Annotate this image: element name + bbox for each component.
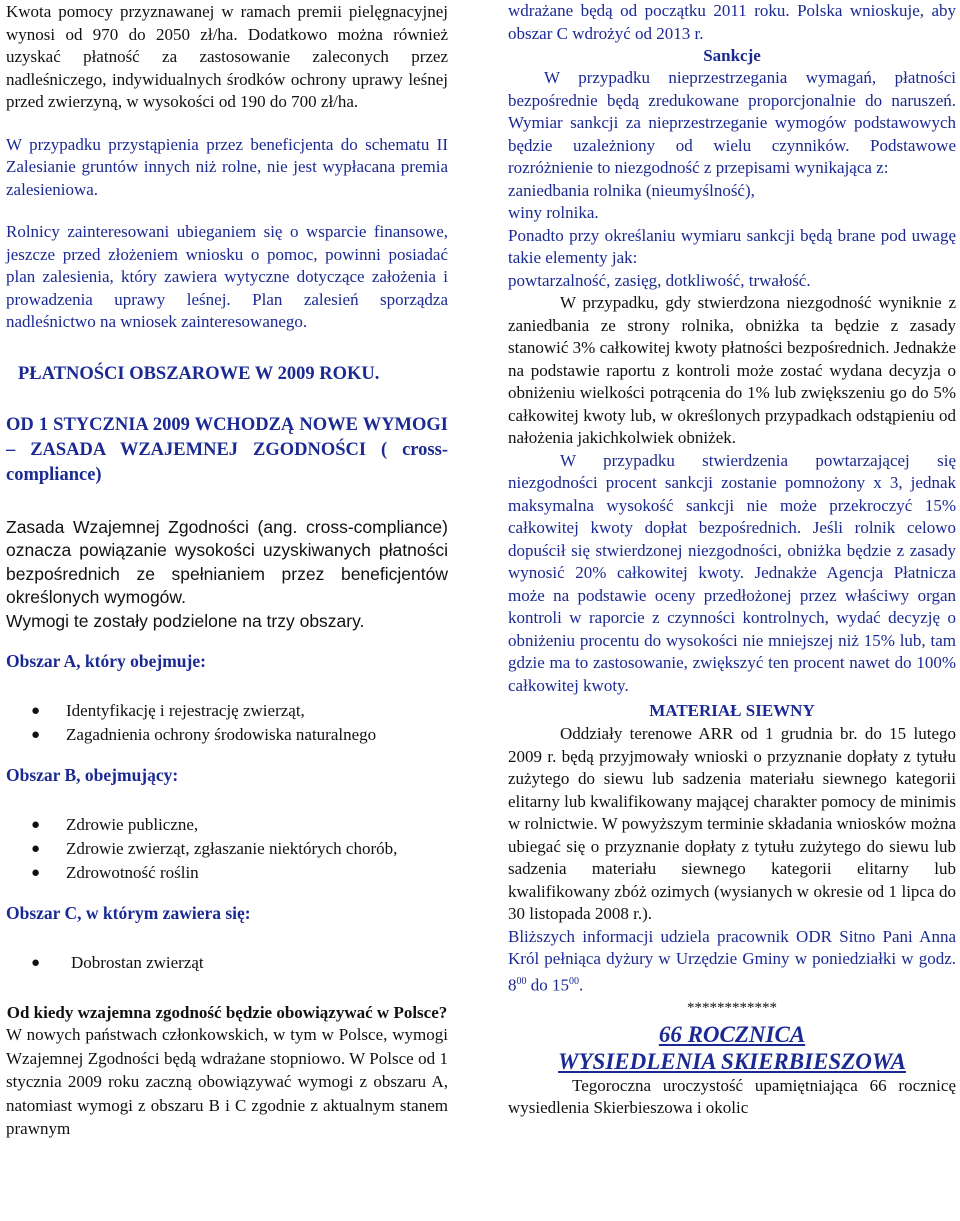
bullet-icon: ● <box>31 703 41 719</box>
obszary-intro: Wymogi te zostały podzielone na trzy obszary. <box>6 610 365 631</box>
list-item: ● Zdrowie publiczne, <box>6 813 448 837</box>
sankcje-heading: Sankcje <box>703 46 761 65</box>
wdrazanie-continued: wdrażane będą od początku 2011 roku. Polska wnioskuje, aby obszar C wdrożyć od 2013 r. <box>508 1 956 43</box>
list-item: ● Zdrowie zwierząt, zgłaszanie niektórych chorób, <box>6 837 448 861</box>
bullet-icon: ● <box>31 727 41 743</box>
left-column <box>6 0 448 1141</box>
obszar-b-heading: Obszar B, obejmujący: <box>6 765 179 785</box>
obszar-c-list <box>6 951 448 975</box>
plan-zalesienia-paragraph: Rolnicy zainteresowani ubieganiem się o wsparcie finansowe, jeszcze przed złożeniem wniosku o pomoc, powinni posiadać plan zalesienia, który zawiera wytyczne dotyczące założenia i prowadzenia uprawy leśnej. Plan zalesień sporządza nadleśnictwo na wniosek zainteresowanego. <box>6 222 448 331</box>
obszar-a-heading: Obszar A, który obejmuje: <box>6 651 206 671</box>
obszar-c-heading: Obszar C, w którym zawiera się: <box>6 903 251 923</box>
list-item: ● Dobrostan zwierząt <box>6 951 448 975</box>
obszar-a-list <box>6 699 448 747</box>
separator-stars: ************ <box>687 999 777 1016</box>
obszar-b-list <box>6 813 448 885</box>
elementy-paragraph: Ponadto przy określaniu wymiaru sankcji będą brane pod uwagę takie elementy jak: <box>508 225 956 267</box>
kontakt-paragraph: Bliższych informacji udziela pracownik ODR Sitno Pani Anna Król pełniąca dyżury w Urzędzie Gminy w poniedziałki w godz. $8^{00}$ do $15^{00}$. <box>508 926 956 995</box>
wina-line: winy rolnika. <box>508 203 599 222</box>
list-item: ● Identyfikację i rejestrację zwierząt, <box>6 699 448 723</box>
powtarzalnosc-paragraph: W przypadku stwierdzenia powtarzającej się niezgodności procent sankcji zostanie pomnożony x 3, jednak maksymalna wysokość sankcji nie może przekroczyć 15% całkowitej kwoty dopłat bezpośrednich. Jeśli rolnik celowo dopuścił się stwierdzonej niezgodności, obniżka będzie z zasady wynosić 20% całkowitej kwoty. Jednakże Agencja Płatnicza może na podstawie oceny przedłożonej przez właściwy organ kontroli w raporcie z czynności kontrolnych, wydać decyzję o obniżeniu procentu do wysokości nie mniejszej niż 15% lub, tam gdzie ma to zastosowanie, zwiększyć ten procent nawet do 100% całkowitej kwoty. <box>508 450 956 695</box>
section-heading-platnosci: PŁATNOŚCI OBSZAROWE W 2009 ROKU. <box>18 363 380 384</box>
bullet-icon: ● <box>31 955 41 971</box>
list-item: ● Zdrowotność roślin <box>6 861 448 885</box>
bullet-icon: ● <box>31 841 41 857</box>
obnizka-paragraph: W przypadku, gdy stwierdzona niezgodność wyniknie z zaniedbania ze strony rolnika, obniżka ta będzie z zasady stanowić 3% całkowitej kwoty płatności bezpośrednich. Jednakże na podstawie raportu z kontroli może zostać wydana decyzja o obniżeniu wielkości potrącenia do 1% lub zwiększeniu go do 5% całkowitej kwoty lub, w określonych przypadkach odstąpieniu od nałożenia jakichkolwiek obniżek. <box>508 293 957 447</box>
rocznica-title: 66 ROCZNICA <box>658 1021 806 1047</box>
intro-paragraph: Kwota pomocy przyznawanej w ramach premii pielęgnacyjnej wynosi od 970 do 2050 zł/ha. Dodatkowo można również uzyskać płatność za zastosowanie zaleconych przez nadleśniczego, indywidualnych środków ochrony uprawy leśnej przed zwierzyną, w wysokości od 190 do 700 zł/ha. <box>6 2 448 111</box>
right-column <box>508 0 956 1120</box>
uroczystosc-paragraph: Tegoroczna uroczystość upamiętniająca 66 rocznicę wysiedlenia Skierbieszowa i okolic <box>508 1075 956 1118</box>
wysiedlenia-title: WYSIEDLENIA SKIERBIESZOWA <box>558 1048 906 1074</box>
material-siewny-heading: MATERIAŁ SIEWNY <box>649 701 815 720</box>
sankcje-paragraph: W przypadku nieprzestrzegania wymagań, płatności bezpośrednie będą zredukowane proporcjonalnie do naruszeń. Wymiar sankcji za nieprzestrzeganie wymogów podstawowych będzie uzależniony od wielu czynników. Podstawowe rozróżnienie to niezgodność z przepisami wynikająca z: <box>508 68 956 177</box>
question-heading: Od kiedy wzajemna zgodność będzie obowiązywać w Polsce? <box>6 1003 448 1022</box>
section-heading-wymogi: OD 1 STYCZNIA 2009 WCHODZĄ NOWE WYMOGI – ZASADA WZAJEMNEJ ZGODNOŚCI ( cross-compliance) <box>6 414 448 485</box>
wdrazanie-paragraph: W nowych państwach członkowskich, w tym w Polsce, wymogi Wzajemnej Zgodności będą wdrażane stopniowo. W Polsce od 1 stycznia 2009 roku zaczną obowiązywać wymogi z obszaru A, natomiast wymogi z obszaru B i C zgodnie z aktualnym stanem prawnym <box>6 1025 448 1138</box>
zalesianie-paragraph: W przypadku przystąpienia przez beneficjenta do schematu II Zalesianie gruntów innych niż rolne, nie jest wypłacana premia zalesieniowa. <box>6 134 448 199</box>
elementy-list-line: powtarzalność, zasięg, dotkliwość, trwałość. <box>508 270 811 290</box>
bullet-icon: ● <box>31 865 41 881</box>
zaniedbanie-line: zaniedbania rolnika (nieumyślność), <box>508 180 755 200</box>
material-siewny-paragraph: Oddziały terenowe ARR od 1 grudnia br. do 15 lutego 2009 r. będą przyjmowały wnioski o przyznanie dopłaty z tytułu zużytego do siewu lub sadzenia materiału siewnego kategorii elitarny lub kwalifikowany mającej charakter pomocy de minimis w rolnictwie. W powyższym terminie składania wniosków można ubiegać się o przyznanie dopłaty z tytułu zużytego do siewu lub sadzenia materiału siewnego kategorii elitarny lub kwalifikowany zbóż ozimych (wysianych w okresie od 1 lipca do 30 listopada 2008 r.). <box>508 724 956 923</box>
bullet-icon: ● <box>31 817 41 833</box>
cross-compliance-definition: Zasada Wzajemnej Zgodności (ang. cross-compliance) oznacza powiązanie wysokości uzyskiwanych płatności bezpośrednich ze spełnianiem przez beneficjentów określonych wymogów. <box>6 516 448 607</box>
list-item: ● Zagadnienia ochrony środowiska naturalnego <box>6 723 448 747</box>
